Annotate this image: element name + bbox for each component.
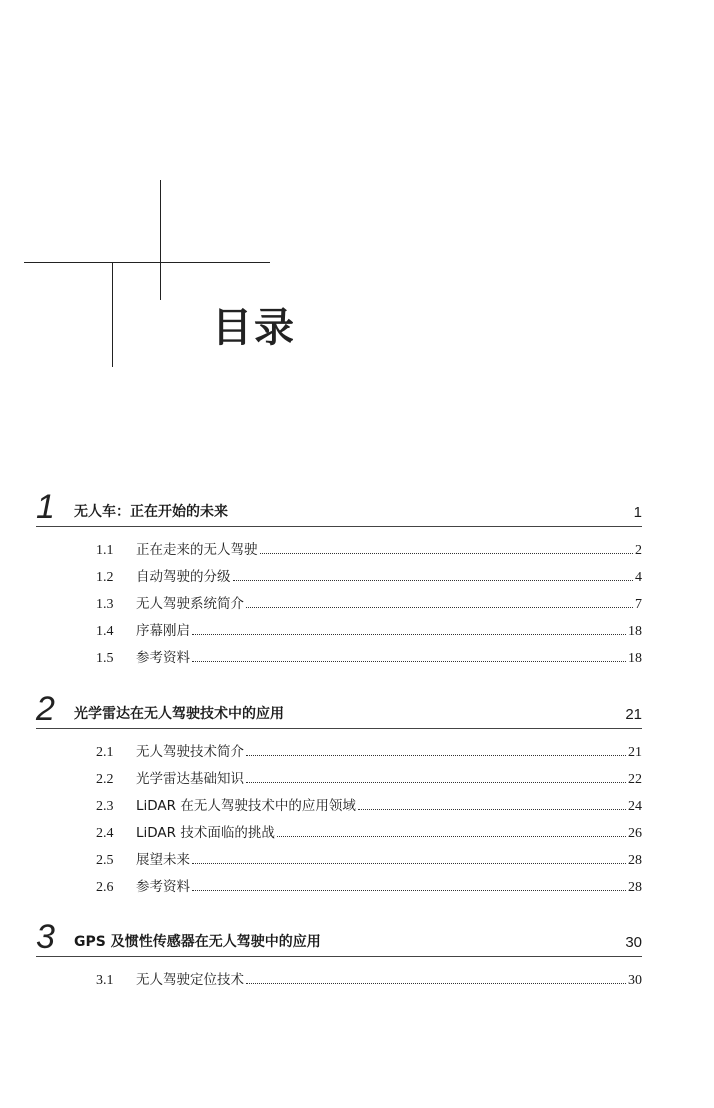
chapter-page: 21 xyxy=(625,706,642,723)
section-number: 1.5 xyxy=(96,651,114,666)
section-number: 1.1 xyxy=(96,543,114,558)
section-title: 参考资料 xyxy=(136,879,190,895)
section-title: LiDAR 在无人驾驶技术中的应用领域 xyxy=(136,798,356,814)
toc-entry[interactable] xyxy=(36,847,642,874)
dot-leader xyxy=(246,607,633,608)
section-list xyxy=(36,537,642,672)
section-title: 参考资料 xyxy=(136,650,190,666)
section-title: 光学雷达基础知识 xyxy=(136,771,244,787)
section-title: LiDAR 技术面临的挑战 xyxy=(136,825,275,841)
section-page: 18 xyxy=(628,624,642,639)
section-number: 2.6 xyxy=(96,880,114,895)
section-list xyxy=(36,739,642,901)
toc-entry[interactable] xyxy=(36,874,642,901)
toc-entry[interactable] xyxy=(36,618,642,645)
chapter-heading[interactable] xyxy=(36,690,642,729)
toc-entry[interactable] xyxy=(36,820,642,847)
toc-entry[interactable] xyxy=(36,766,642,793)
chapter-title: GPS 及惯性传感器在无人驾驶中的应用 xyxy=(74,934,321,950)
section-title: 无人驾驶定位技术 xyxy=(136,972,244,988)
chapter-title: 无人车：正在开始的未来 xyxy=(74,504,228,520)
dot-leader xyxy=(192,634,626,635)
dot-leader xyxy=(277,836,626,837)
chapter-1 xyxy=(36,488,642,672)
section-title: 序幕刚启 xyxy=(136,623,190,639)
chapter-title: 光学雷达在无人驾驶技术中的应用 xyxy=(74,706,284,722)
section-number: 1.3 xyxy=(96,597,114,612)
decorative-line-vertical-left xyxy=(112,262,113,367)
toc-entry[interactable] xyxy=(36,591,642,618)
dot-leader xyxy=(260,553,634,554)
toc-entry[interactable] xyxy=(36,793,642,820)
section-number: 2.5 xyxy=(96,853,114,868)
dot-leader xyxy=(192,661,626,662)
toc-entry[interactable] xyxy=(36,564,642,591)
decorative-line-vertical-right xyxy=(160,180,161,300)
dot-leader xyxy=(246,983,626,984)
section-page: 7 xyxy=(635,597,642,612)
section-page: 18 xyxy=(628,651,642,666)
section-page: 24 xyxy=(628,799,642,814)
section-page: 4 xyxy=(635,570,642,585)
section-title: 无人驾驶系统简介 xyxy=(136,596,244,612)
dot-leader xyxy=(192,863,626,864)
toc-entry[interactable] xyxy=(36,537,642,564)
chapter-heading[interactable] xyxy=(36,918,642,957)
section-title: 自动驾驶的分级 xyxy=(136,569,231,585)
toc-entry[interactable] xyxy=(36,739,642,766)
chapter-number: 1 xyxy=(36,488,55,526)
dot-leader xyxy=(233,580,634,581)
section-number: 2.2 xyxy=(96,772,114,787)
toc-entry[interactable] xyxy=(36,645,642,672)
section-page: 26 xyxy=(628,826,642,841)
toc-entry[interactable] xyxy=(36,967,642,994)
chapter-2 xyxy=(36,690,642,901)
chapter-3 xyxy=(36,918,642,994)
dot-leader xyxy=(246,755,626,756)
dot-leader xyxy=(358,809,626,810)
chapter-number: 3 xyxy=(36,918,55,956)
decorative-line-horizontal xyxy=(24,262,270,263)
section-number: 1.4 xyxy=(96,624,114,639)
section-page: 28 xyxy=(628,853,642,868)
section-page: 30 xyxy=(628,973,642,988)
section-title: 正在走来的无人驾驶 xyxy=(136,542,258,558)
page-title: 目录 xyxy=(212,305,296,351)
section-number: 2.4 xyxy=(96,826,114,841)
section-page: 2 xyxy=(635,543,642,558)
section-number: 1.2 xyxy=(96,570,114,585)
dot-leader xyxy=(246,782,626,783)
section-page: 22 xyxy=(628,772,642,787)
section-title: 无人驾驶技术简介 xyxy=(136,744,244,760)
section-page: 21 xyxy=(628,745,642,760)
section-list xyxy=(36,967,642,994)
section-page: 28 xyxy=(628,880,642,895)
dot-leader xyxy=(192,890,626,891)
chapter-page: 30 xyxy=(625,934,642,951)
chapter-page: 1 xyxy=(633,504,642,521)
section-number: 3.1 xyxy=(96,973,114,988)
chapter-number: 2 xyxy=(36,690,55,728)
section-number: 2.1 xyxy=(96,745,114,760)
chapter-heading[interactable] xyxy=(36,488,642,527)
section-number: 2.3 xyxy=(96,799,114,814)
section-title: 展望未来 xyxy=(136,852,190,868)
